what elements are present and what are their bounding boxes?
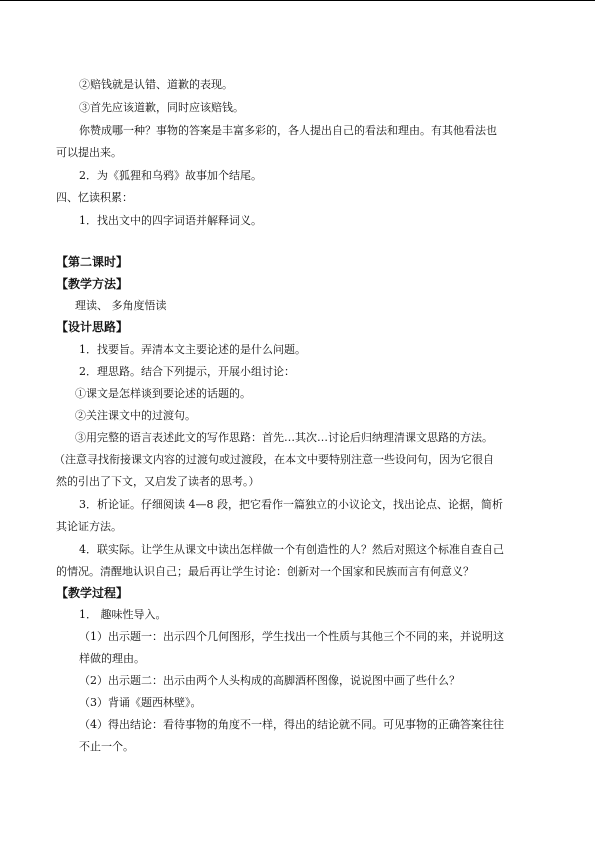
option-3-line: ③首先应该道歉，同时应该赔钱。 [79,101,244,114]
lesson-2-title: 【第二课时】 [56,255,129,269]
question-2-line: 2．为《狐狸和乌鸦》故事加个结尾。 [79,169,262,182]
teaching-method-heading: 【教学方法】 [56,277,129,291]
section-4-item-1: 1．找出文中的四字词语并解释词义。 [79,214,262,227]
design-item-4-continuation: 的情况。清醒地认识自己；最后再让学生讨论：创新对一个国家和民族而言有何意义？ [56,565,474,578]
process-item-1d: （4）得出结论：看待事物的角度不一样，得出的结论就不同。可见事物的正确答案往往 [79,718,504,731]
process-item-1b: （2）出示题二：出示由两个人头构成的高脚酒杯图像，说说图中画了些什么？ [79,674,460,687]
process-item-1d-continuation: 不止一个。 [79,740,134,753]
design-item-2b: ②关注课文中的过渡句。 [75,409,196,422]
process-item-1: 1． 趣味性导入。 [79,608,167,621]
section-4-heading: 四、忆读积累： [56,191,133,204]
teaching-process-heading: 【教学过程】 [56,586,129,600]
question-1-continuation: 可以提出来。 [56,146,122,159]
process-item-1a: （1）出示题一：出示四个几何图形，学生找出一个性质与其他三个不同的来，并说明这 [79,630,504,643]
teaching-method-text: 理读、 多角度悟读 [75,299,167,312]
design-note-line-2: 然的引出了下文，又启发了读者的思考。） [56,475,260,488]
design-item-2c: ③用完整的语言表述此文的写作思路：首先…其次…讨论后归纳理清课文思路的方法。 [75,431,493,444]
design-item-1: 1．找要旨。弄清本文主要论述的是什么问题。 [79,343,306,356]
design-item-3: 3．析论证。仔细阅读 4—8 段，把它看作一篇独立的小议论文，找出论点、论据，简析 [79,498,503,511]
design-heading: 【设计思路】 [56,320,129,334]
question-1-line: 你赞成哪一种？事物的答案是丰富多彩的，各人提出自己的看法和理由。有其他看法也 [79,124,497,137]
design-note-line-1: （注意寻找衔接课文内容的过渡句或过渡段，在本文中要特别注意一些设问句，因为它很自 [54,453,494,466]
design-item-3-continuation: 其论证方法。 [56,520,122,533]
process-item-1a-continuation: 样做的理由。 [79,652,145,665]
design-item-2: 2．理思路。结合下列提示，开展小组讨论： [79,365,295,378]
option-2-line: ②赔钱就是认错、道歉的表现。 [79,78,233,91]
design-item-2a: ①课文是怎样谈到要论述的话题的。 [75,387,251,400]
process-item-1c: （3）背诵《题西林壁》。 [79,696,202,709]
design-item-4: 4．联实际。让学生从课文中读出怎样做一个有创造性的人？然后对照这个标准自查自己 [79,543,504,556]
